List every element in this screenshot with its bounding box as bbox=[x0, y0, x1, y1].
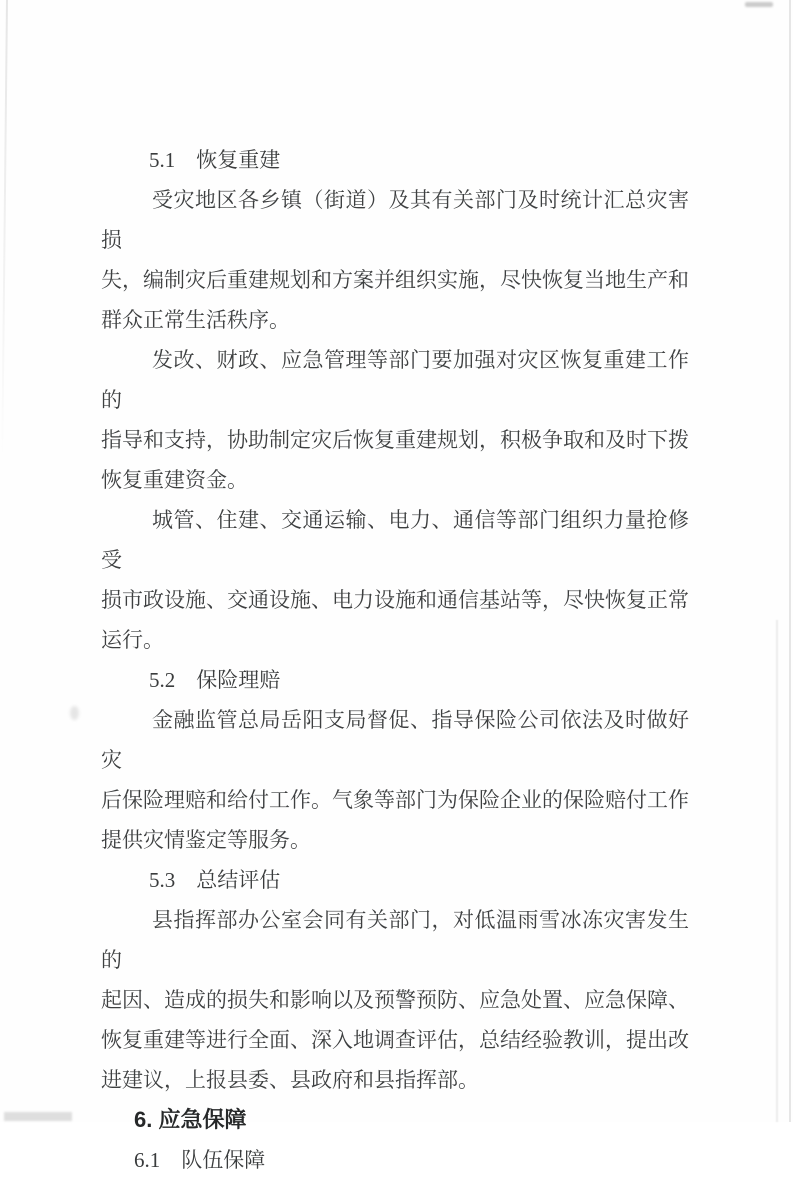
scan-artifact-margin-smudge bbox=[70, 706, 79, 720]
text-line: 进建议，上报县委、县政府和县指挥部。 bbox=[101, 1068, 479, 1092]
text-line: 金融监管总局岳阳支局督促、指导保险公司依法及时做好灾 bbox=[101, 708, 689, 772]
paragraph bbox=[101, 900, 689, 1100]
text-line: 群众正常生活秩序。 bbox=[101, 308, 290, 332]
text-line: 受灾地区各乡镇（街道）及其有关部门及时统计汇总灾害损 bbox=[101, 188, 689, 252]
section-heading: 5.1 恢复重建 bbox=[149, 148, 281, 172]
text-line: 损市政设施、交通设施、电力设施和通信基站等，尽快恢复正常 bbox=[101, 588, 689, 612]
text-line: 运行。 bbox=[101, 628, 164, 652]
document-content bbox=[101, 140, 689, 1180]
text-line: 发改、财政、应急管理等部门要加强对灾区恢复重建工作的 bbox=[101, 348, 689, 412]
section-heading: 6.1 队伍保障 bbox=[134, 1148, 266, 1172]
scan-artifact-top-right-dash bbox=[745, 2, 773, 7]
text-line: 县指挥部办公室会同有关部门，对低温雨雪冰冻灾害发生的 bbox=[101, 908, 689, 972]
text-line: 失，编制灾后重建规划和方案并组织实施，尽快恢复当地生产和 bbox=[101, 268, 689, 292]
section-heading: 5.3 总结评估 bbox=[149, 868, 281, 892]
paragraph bbox=[101, 340, 689, 500]
section-heading-main: 6. 应急保障 bbox=[134, 1107, 247, 1132]
scan-artifact-bottom-left-strip bbox=[4, 1112, 72, 1121]
text-line: 后保险理赔和给付工作。气象等部门为保险企业的保险赔付工作 bbox=[101, 788, 689, 812]
text-line: 提供灾情鉴定等服务。 bbox=[101, 828, 311, 852]
section-heading: 5.2 保险理赔 bbox=[149, 668, 281, 692]
scan-artifact-left-line bbox=[1, 0, 8, 462]
text-line: 城管、住建、交通运输、电力、通信等部门组织力量抢修受 bbox=[101, 508, 689, 572]
text-line: 恢复重建资金。 bbox=[101, 468, 248, 492]
scan-artifact-right-edge bbox=[789, 0, 791, 1122]
text-line: 恢复重建等进行全面、深入地调查评估，总结经验教训，提出改 bbox=[101, 1028, 689, 1052]
paragraph bbox=[101, 700, 689, 860]
paragraph bbox=[101, 500, 689, 660]
text-line: 起因、造成的损失和影响以及预警预防、应急处置、应急保障、 bbox=[101, 988, 689, 1012]
scan-artifact-right-inner-line bbox=[776, 620, 778, 1122]
text-line: 指导和支持，协助制定灾后恢复重建规划，积极争取和及时下拨 bbox=[101, 428, 689, 452]
paragraph bbox=[101, 180, 689, 340]
